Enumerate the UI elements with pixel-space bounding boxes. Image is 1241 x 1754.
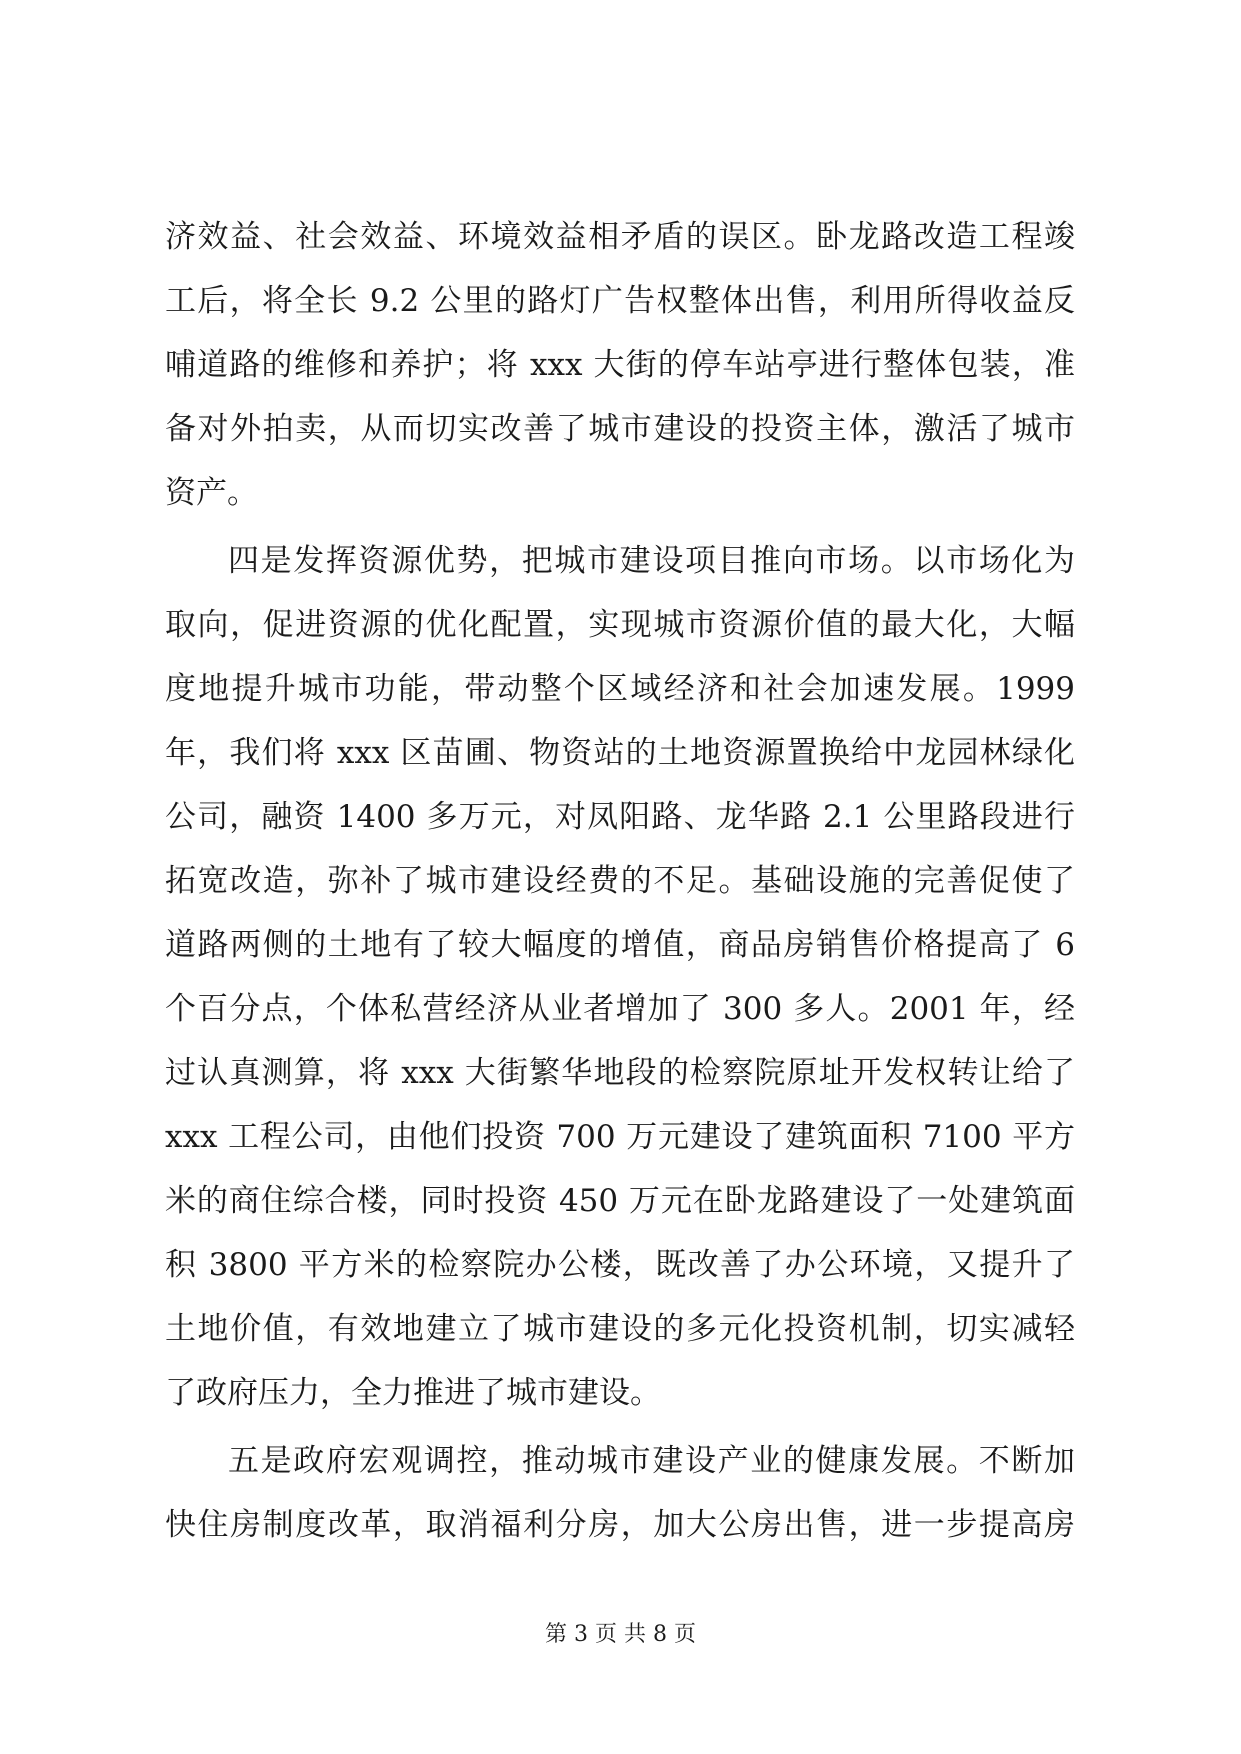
text-line: 五是政府宏观调控，推动城市建设产业的健康发展。不断加	[228, 1443, 1075, 1479]
text-line: 济效益、社会效益、环境效益相矛盾的误区。卧龙路改造工程竣	[165, 219, 1075, 255]
text-line: 土地价值，有效地建立了城市建设的多元化投资机制，切实减轻	[165, 1311, 1075, 1347]
text-line: xxx 工程公司，由他们投资 700 万元建设了建筑面积 7100 平方	[165, 1119, 1075, 1155]
text-line: 度地提升城市功能，带动整个区域经济和社会加速发展。1999	[165, 671, 1075, 707]
text-line: 拓宽改造，弥补了城市建设经费的不足。基础设施的完善促使了	[165, 863, 1075, 899]
text-line: 积 3800 平方米的检察院办公楼，既改善了办公环境，又提升了	[165, 1247, 1075, 1283]
body-text	[165, 205, 1075, 1557]
text-line: 取向，促进资源的优化配置，实现城市资源价值的最大化，大幅	[165, 607, 1075, 643]
text-line: 工后，将全长 9.2 公里的路灯广告权整体出售，利用所得收益反	[165, 283, 1075, 319]
text-line: 道路两侧的土地有了较大幅度的增值，商品房销售价格提高了 6	[165, 927, 1075, 963]
text-line: 过认真测算，将 xxx 大街繁华地段的检察院原址开发权转让给了	[165, 1055, 1075, 1091]
text-line: 备对外拍卖，从而切实改善了城市建设的投资主体，激活了城市	[165, 411, 1075, 447]
text-line: 公司，融资 1400 多万元，对凤阳路、龙华路 2.1 公里路段进行	[165, 799, 1075, 835]
text-line: 资产。	[165, 475, 258, 511]
page-number-footer: 第 3 页 共 8 页	[545, 1622, 696, 1647]
text-line: 了政府压力，全力推进了城市建设。	[165, 1375, 661, 1411]
text-line: 年，我们将 xxx 区苗圃、物资站的土地资源置换给中龙园林绿化	[165, 735, 1075, 771]
text-line: 米的商住综合楼，同时投资 450 万元在卧龙路建设了一处建筑面	[165, 1183, 1075, 1219]
text-line: 快住房制度改革，取消福利分房，加大公房出售，进一步提高房	[165, 1507, 1075, 1543]
text-line: 哺道路的维修和养护；将 xxx 大街的停车站亭进行整体包装，准	[165, 347, 1075, 383]
text-line: 个百分点，个体私营经济从业者增加了 300 多人。2001 年，经	[165, 991, 1075, 1027]
text-line: 四是发挥资源优势，把城市建设项目推向市场。以市场化为	[228, 543, 1075, 579]
